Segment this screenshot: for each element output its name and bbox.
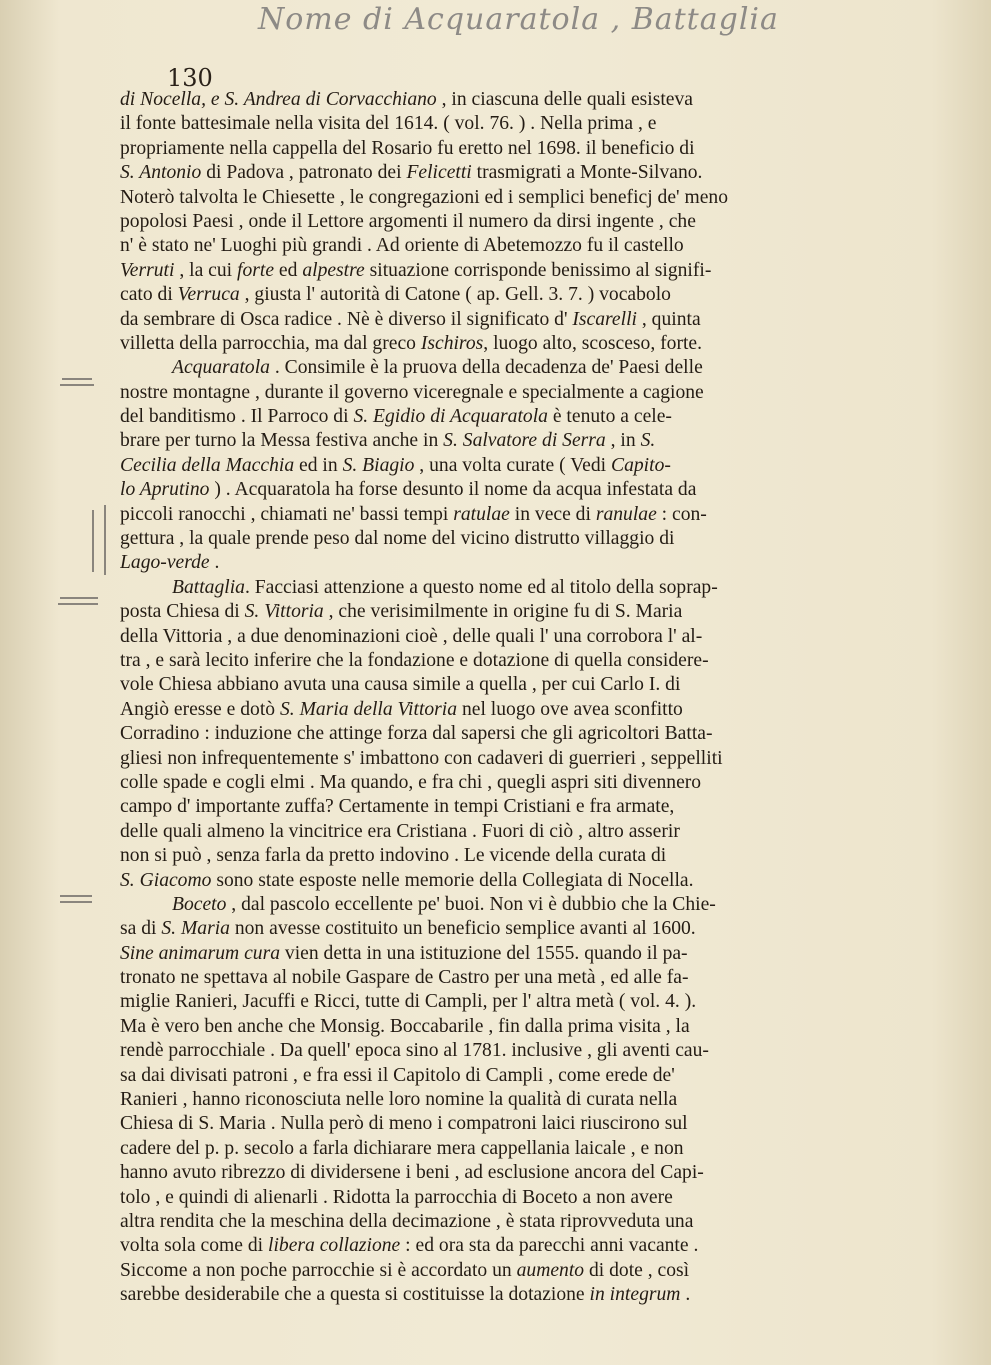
text-line (120, 576, 910, 600)
text-line (120, 551, 910, 575)
text-run: , giusta l' autorità di Catone ( ap. Gell. 3. 7. ) vocabolo (239, 284, 671, 306)
text-run: . (209, 552, 220, 574)
text-line (120, 869, 910, 893)
text-run: non si può , senza farla da pretto indovino . Le vicende della curata di (120, 845, 667, 867)
text-run: , dal pascolo eccellente pe' buoi. Non vi è dubbio che la Chie- (226, 893, 716, 915)
text-run: sa di (120, 918, 162, 940)
text-line (120, 186, 910, 210)
italic-text: libera collazione (268, 1235, 401, 1257)
text-line (120, 259, 910, 283)
text-run: nel luogo ove avea sconfitto (457, 698, 683, 720)
text-line (120, 503, 910, 527)
text-run: in vece di (509, 503, 596, 525)
italic-text: S. Vittoria (244, 601, 324, 623)
text-run: tra , e sarà lecito inferire che la fondazione e dotazione di quella considere- (120, 649, 709, 671)
margin-bracket (104, 505, 106, 575)
italic-text: S. Salvatore di Serra (443, 430, 606, 452)
text-line (120, 1088, 910, 1112)
text-run: sa dai divisati patroni , e fra essi il Capitolo di Campli , come erede de' (120, 1064, 675, 1086)
text-run: è tenuto a cele- (547, 406, 672, 428)
text-line (120, 844, 910, 868)
text-line (120, 1283, 910, 1307)
margin-bracket (92, 510, 94, 572)
text-run: Corradino : induzione che attinge forza dal sapersi che gli agricoltori Batta- (120, 723, 713, 745)
text-run: della Vittoria , a due denominazioni cioè , delle quali l' una corrobora l' al- (120, 625, 703, 647)
italic-text: Capito- (611, 454, 671, 476)
text-run: il fonte battesimale nella visita del 1614. ( vol. 76. ) . Nella prima , e (120, 113, 657, 135)
text-run: Angiò eresse e dotò (120, 698, 280, 720)
text-line (120, 795, 910, 819)
text-line (120, 137, 910, 161)
text-line (120, 673, 910, 697)
text-line (120, 381, 910, 405)
text-line (120, 405, 910, 429)
italic-text: in integrum (589, 1284, 681, 1306)
italic-text: Battaglia (172, 576, 245, 598)
italic-text: Sine animarum cura (120, 942, 281, 964)
text-run: Chiesa di S. Maria . Nulla però di meno i compatroni laici riuscirono sul (120, 1113, 688, 1135)
body-text (120, 88, 910, 1308)
text-line (120, 649, 910, 673)
text-run: Noterò talvolta le Chiesette , le congregazioni ed i semplici beneficj de' meno (120, 186, 728, 208)
text-run: , quinta (636, 308, 701, 330)
italic-text: Felicetti (406, 162, 472, 184)
text-run: gliesi non infrequentemente s' imbattono con cadaveri di guerrieri , seppelliti (120, 747, 723, 769)
text-run: : ed ora sta da parecchi anni vacante . (400, 1235, 699, 1257)
italic-text: S. (640, 430, 656, 452)
text-run: villetta della parrocchia, ma dal greco (120, 332, 421, 354)
text-line (120, 917, 910, 941)
text-line (120, 771, 910, 795)
text-line (120, 112, 910, 136)
text-line (120, 1161, 910, 1185)
text-line (120, 893, 910, 917)
text-run: cadere del p. p. secolo a farla dichiarare mera cappellania laicale , e non (120, 1137, 684, 1159)
italic-text: Verruca (177, 284, 240, 306)
text-line (120, 942, 910, 966)
text-line (120, 283, 910, 307)
text-line (120, 527, 910, 551)
text-run: ed in (294, 454, 343, 476)
margin-mark (60, 384, 94, 386)
text-line (120, 454, 910, 478)
italic-text: ratulae (453, 503, 510, 525)
text-line (120, 356, 910, 380)
text-line (120, 1137, 910, 1161)
text-run: miglie Ranieri, Jacuffi e Ricci, tutte di Campli, per l' altra metà ( vol. 4. ). (120, 991, 697, 1013)
text-run: trasmigrati a Monte-Silvano. (471, 162, 703, 184)
text-line (120, 332, 910, 356)
italic-text: Lago-verde (120, 552, 210, 574)
text-run: delle quali almeno la vincitrice era Cristiana . Fuori di ciò , altro asserir (120, 820, 680, 842)
text-run: da sembrare di Osca radice . Nè è diverso il significato d' (120, 308, 573, 330)
text-run: piccoli ranocchi , chiamati ne' bassi tempi (120, 503, 454, 525)
text-run: , che verisimilmente in origine fu di S. Maria (323, 601, 683, 623)
text-line (120, 1234, 910, 1258)
text-run: sono state esposte nelle memorie della Collegiata di Nocella. (211, 869, 694, 891)
page-number: 130 (167, 64, 213, 92)
text-line (120, 210, 910, 234)
italic-text: S. Maria della Vittoria (279, 698, 458, 720)
text-run: popolosi Paesi , onde il Lettore argomenti il numero da dirsi ingente , che (120, 210, 696, 232)
italic-text: Boceto (172, 893, 227, 915)
handwritten-note: Nome di Acquaratola , Battaglia (258, 2, 779, 37)
text-line (120, 820, 910, 844)
italic-text: Ischiros (420, 332, 484, 354)
text-run: situazione corrisponde benissimo al signifi- (364, 259, 712, 281)
text-run: sarebbe desiderabile che a questa si costituisse la dotazione (120, 1284, 590, 1306)
text-run: : con- (656, 503, 707, 525)
italic-text: Cecilia della Macchia (120, 454, 295, 476)
text-line (120, 161, 910, 185)
text-line (120, 722, 910, 746)
text-run: del banditismo . Il Parroco di (120, 406, 354, 428)
text-line (120, 966, 910, 990)
text-run: nostre montagne , durante il governo viceregnale e specialmente a cagione (120, 381, 704, 403)
text-line (120, 1259, 910, 1283)
italic-text: Iscarelli (572, 308, 637, 330)
text-run: Ma è vero ben anche che Monsig. Boccabarile , fin dalla prima visita , la (120, 1015, 690, 1037)
text-line (120, 478, 910, 502)
text-line (120, 1064, 910, 1088)
text-line (120, 429, 910, 453)
text-run: ) . Acquaratola ha forse desunto il nome da acqua infestata da (209, 479, 697, 501)
italic-text: S. Antonio (120, 162, 202, 184)
italic-text: S. Egidio di Acquaratola (353, 406, 548, 428)
text-line (120, 1015, 910, 1039)
text-run: , la cui (174, 259, 238, 281)
text-run: propriamente nella cappella del Rosario fu eretto nel 1698. il beneficio di (120, 137, 695, 159)
text-line (120, 308, 910, 332)
text-run: campo d' importante zuffa? Certamente in tempi Cristiani e fra armate, (120, 796, 675, 818)
text-run: di dote , così (584, 1259, 690, 1281)
text-line (120, 625, 910, 649)
text-run: gettura , la quale prende peso dal nome del vicino distrutto villaggio di (120, 528, 675, 550)
italic-text: di Nocella, e S. Andrea di Corvacchiano (120, 89, 437, 110)
text-run: colle spade e cogli elmi . Ma quando, e fra chi , quegli aspri siti divennero (120, 771, 702, 793)
italic-text: Acquaratola (172, 357, 270, 379)
italic-text: forte (237, 259, 275, 281)
text-run: n' è stato ne' Luoghi più grandi . Ad oriente di Abetemozzo fu il castello (120, 235, 684, 257)
italic-text: aumento (516, 1259, 585, 1281)
text-run: . Consimile è la pruova della decadenza de' Paesi delle (269, 357, 703, 379)
text-line (120, 88, 910, 112)
text-run: , in (605, 430, 641, 452)
italic-text: alpestre (302, 259, 365, 281)
text-run: volta sola come di (120, 1235, 269, 1257)
margin-mark (60, 597, 98, 599)
text-line (120, 747, 910, 771)
text-run: ed (274, 259, 303, 281)
text-line (120, 1210, 910, 1234)
italic-text: lo Aprutino (120, 479, 210, 501)
text-line (120, 1112, 910, 1136)
text-run: , luogo alto, scosceso, forte. (483, 332, 703, 354)
italic-text: Verruti (120, 259, 175, 281)
text-run: Siccome a non poche parrocchie si è accordato un (120, 1259, 517, 1281)
text-run: hanno avuto ribrezzo di dividersene i beni , ad esclusione ancora del Capi- (120, 1162, 704, 1184)
text-run: cato di (120, 284, 178, 306)
text-run: tolo , e quindi di alienarli . Ridotta la parrocchia di Boceto a non avere (120, 1186, 673, 1208)
text-run: altra rendita che la meschina della decimazione , è stata riprovveduta una (120, 1210, 694, 1232)
text-run: brare per turno la Messa festiva anche in (120, 430, 444, 452)
text-run: rendè parrocchiale . Da quell' epoca sino al 1781. inclusive , gli aventi cau- (120, 1040, 709, 1062)
text-run: , in ciascuna delle quali esisteva (436, 89, 693, 110)
text-line (120, 698, 910, 722)
text-run: . Facciasi attenzione a questo nome ed al titolo della soprap- (244, 576, 718, 598)
text-line (120, 600, 910, 624)
italic-text: S. Biagio (342, 454, 415, 476)
italic-text: S. Maria (161, 918, 230, 940)
text-run: , una volta curate ( Vedi (414, 454, 612, 476)
text-run: Ranieri , hanno riconosciuta nelle loro nomine la qualità di curata nella (120, 1089, 678, 1111)
text-run: vole Chiesa abbiano avuta una causa simile a quella , per cui Carlo I. di (120, 674, 681, 696)
text-line (120, 990, 910, 1014)
text-line (120, 1039, 910, 1063)
text-line (120, 1186, 910, 1210)
text-run: tronato ne spettava al nobile Gaspare de Castro per una metà , ed alle fa- (120, 967, 689, 989)
text-run: vien detta in una istituzione del 1555. quando il pa- (280, 942, 688, 964)
text-line (120, 234, 910, 258)
italic-text: S. Giacomo (120, 869, 212, 891)
text-run: posta Chiesa di (120, 601, 245, 623)
text-run: . (680, 1284, 691, 1306)
margin-mark (60, 895, 92, 897)
text-run: non avesse costituito un beneficio semplice avanti al 1600. (229, 918, 696, 940)
margin-mark (58, 603, 98, 605)
margin-mark (60, 901, 92, 903)
text-run: di Padova , patronato dei (201, 162, 407, 184)
italic-text: ranulae (595, 503, 657, 525)
margin-mark (62, 378, 92, 380)
